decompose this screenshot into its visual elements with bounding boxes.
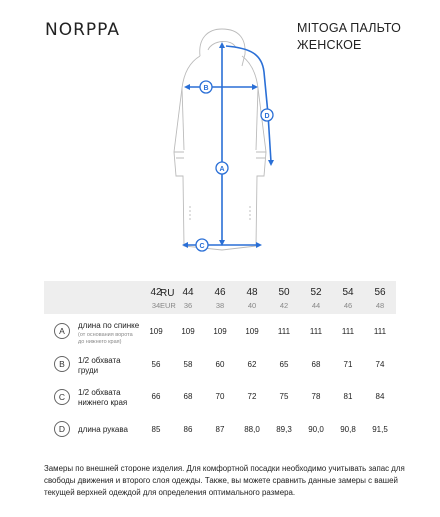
size-col-52: 52 44: [310, 287, 322, 310]
cell-d-50: 89,3: [276, 425, 292, 434]
size-col-48: 48 40: [246, 287, 258, 310]
cell-a-44: 109: [181, 327, 195, 336]
size-table: [44, 281, 396, 445]
row-label-c: 1/2 обхвата нижнего края: [78, 388, 128, 407]
cell-d-56: 91,5: [372, 425, 388, 434]
row-label-a: длина по спинке (от основания ворота до нижнего края): [78, 321, 140, 345]
ru-label: RU: [160, 288, 175, 299]
sizing-note: Замеры по внешней стороне изделия. Для комфортной посадки необходимо учитывать запас для свободы движения и второго слоя одежды. Также, вы можете сравнить данные замеры с вашей текущей верхней одеждой для определения оптимального размера.: [44, 464, 405, 497]
cell-c-54: 81: [343, 392, 353, 401]
size-col-54: 54 46: [342, 287, 354, 310]
cell-d-46: 87: [215, 425, 225, 434]
product-title: [297, 20, 401, 54]
svg-text:D: D: [264, 113, 270, 120]
cell-b-54: 71: [343, 360, 353, 369]
sleeve-left: [182, 88, 184, 150]
cell-b-56: 74: [375, 360, 385, 369]
cell-d-42: 85: [151, 425, 161, 434]
coat-diagram: [150, 26, 290, 256]
cell-d-48: 88,0: [244, 425, 260, 434]
cell-c-48: 72: [247, 392, 257, 401]
cell-d-44: 86: [183, 425, 193, 434]
cell-b-48: 62: [247, 360, 257, 369]
cell-b-42: 56: [151, 360, 161, 369]
row-label-b: 1/2 обхвата груди: [78, 356, 121, 375]
cell-b-44: 58: [183, 360, 193, 369]
svg-text:C: C: [199, 243, 205, 250]
size-col-50: 50 42: [278, 287, 290, 310]
cell-b-52: 68: [311, 360, 321, 369]
cuff-right: [256, 152, 266, 158]
brand-logo: NORPPA: [45, 20, 120, 40]
cell-a-54: 111: [341, 327, 355, 336]
svg-text:A: A: [219, 166, 225, 173]
cell-c-44: 68: [183, 392, 193, 401]
cell-a-56: 111: [373, 327, 387, 336]
cell-a-48: 109: [245, 327, 259, 336]
cuff-left: [174, 152, 184, 158]
cell-c-52: 78: [311, 392, 321, 401]
badge-a: A: [54, 323, 70, 339]
cell-b-50: 65: [279, 360, 289, 369]
cell-d-52: 90,0: [308, 425, 324, 434]
cell-a-42: 109: [149, 327, 163, 336]
sleeve-right: [256, 88, 258, 150]
cell-a-52: 111: [309, 327, 323, 336]
measure-d-line: [226, 46, 271, 162]
row-label-d: длина рукава: [78, 425, 128, 434]
badge-d: D: [54, 421, 70, 437]
product-title-line-2: ЖЕНСКОЕ: [297, 38, 362, 52]
product-title-line-1: MITOGA ПАЛЬТО: [297, 21, 402, 35]
cell-a-50: 111: [277, 327, 291, 336]
svg-text:B: B: [203, 85, 209, 92]
table-row-c: [44, 387, 396, 421]
table-row-b: [44, 354, 396, 388]
marker-b: [200, 81, 212, 93]
size-col-46: 46 38: [214, 287, 226, 310]
eur-label: EUR: [160, 301, 176, 310]
table-row-d: [44, 419, 396, 453]
cell-c-56: 84: [375, 392, 385, 401]
cell-c-46: 70: [215, 392, 225, 401]
measurement-lines: [186, 46, 271, 245]
marker-a: [216, 162, 228, 174]
badge-b: B: [54, 356, 70, 372]
size-col-44: 44 36: [182, 287, 194, 310]
pockets: [190, 206, 250, 221]
marker-d: [261, 109, 273, 121]
size-col-42: 42 34: [150, 287, 162, 310]
size-col-56: 56 48: [374, 287, 386, 310]
measurement-arrows: [182, 42, 274, 248]
badge-c: C: [54, 389, 70, 405]
marker-c: [196, 239, 208, 251]
table-row-a: [44, 319, 396, 353]
cell-c-42: 66: [151, 392, 161, 401]
cell-b-46: 60: [215, 360, 225, 369]
cell-a-46: 109: [213, 327, 227, 336]
size-table-header: [44, 281, 396, 314]
coat-outline: [174, 29, 266, 250]
cell-c-50: 75: [279, 392, 289, 401]
cell-d-54: 90,8: [340, 425, 356, 434]
